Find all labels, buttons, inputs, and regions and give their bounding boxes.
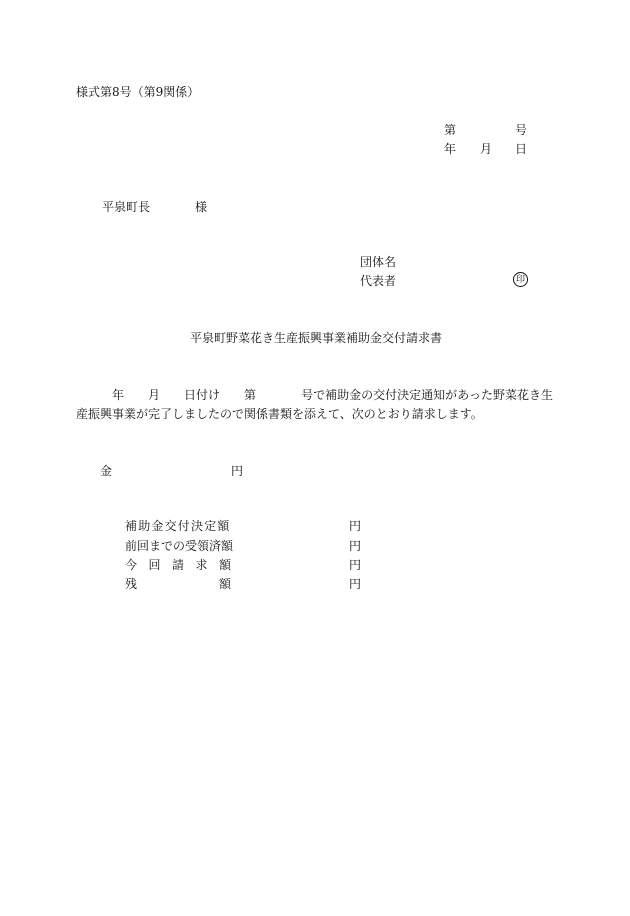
label-char: 額 (218, 577, 231, 591)
body-line-2: 産振興事業が完了しましたので関係書類を添えて、次のとおり請求します。 (76, 407, 483, 421)
breakdown-label: 補助金交付決定額 (125, 519, 231, 533)
breakdown-row-balance (125, 576, 365, 592)
body-number-prefix: 第 (244, 388, 257, 402)
body-month: 月 (148, 388, 161, 402)
request-body (76, 386, 556, 424)
breakdown-unit: 円 (349, 519, 362, 533)
body-dated: 日付け (184, 388, 221, 402)
breakdown-row-current-request (125, 557, 365, 573)
amount-unit: 円 (231, 464, 244, 478)
document-number-prefix: 第 (444, 123, 457, 137)
document-title: 平泉町野菜花き生産振興事業補助金交付請求書 (190, 331, 443, 345)
breakdown-row-decision-amount (125, 518, 365, 534)
date-day: 日 (515, 142, 528, 156)
body-year: 年 (112, 388, 125, 402)
label-char: 残 (125, 577, 138, 591)
amount-label: 金 (100, 464, 113, 478)
date-month: 月 (480, 142, 493, 156)
representative-label: 代表者 (360, 274, 397, 288)
label-char: 回 (148, 558, 161, 572)
label-char: 額 (218, 558, 231, 572)
addressee-name: 平泉町長 (102, 200, 151, 214)
date-year: 年 (444, 142, 457, 156)
group-name-label: 団体名 (360, 255, 397, 269)
breakdown-unit: 円 (349, 577, 362, 591)
breakdown-unit: 円 (349, 558, 362, 572)
label-char: 今 (125, 558, 138, 572)
breakdown-label: 前回までの受領済額 (125, 539, 234, 553)
seal-mark: 印 (513, 272, 528, 287)
body-line-1 (76, 386, 556, 405)
form-number: 様式第8号（第9関係） (76, 85, 200, 99)
document-number-suffix: 号 (515, 123, 528, 137)
body-line-1-rest: 号で補助金の交付決定通知があった野菜花き生 (301, 388, 553, 402)
breakdown-label (125, 557, 231, 573)
breakdown-row-received-amount (125, 538, 365, 554)
label-char: 請 (171, 558, 184, 572)
label-char: 求 (195, 558, 208, 572)
breakdown-label (125, 576, 231, 592)
addressee-honorific: 様 (195, 200, 208, 214)
breakdown-unit: 円 (349, 539, 362, 553)
